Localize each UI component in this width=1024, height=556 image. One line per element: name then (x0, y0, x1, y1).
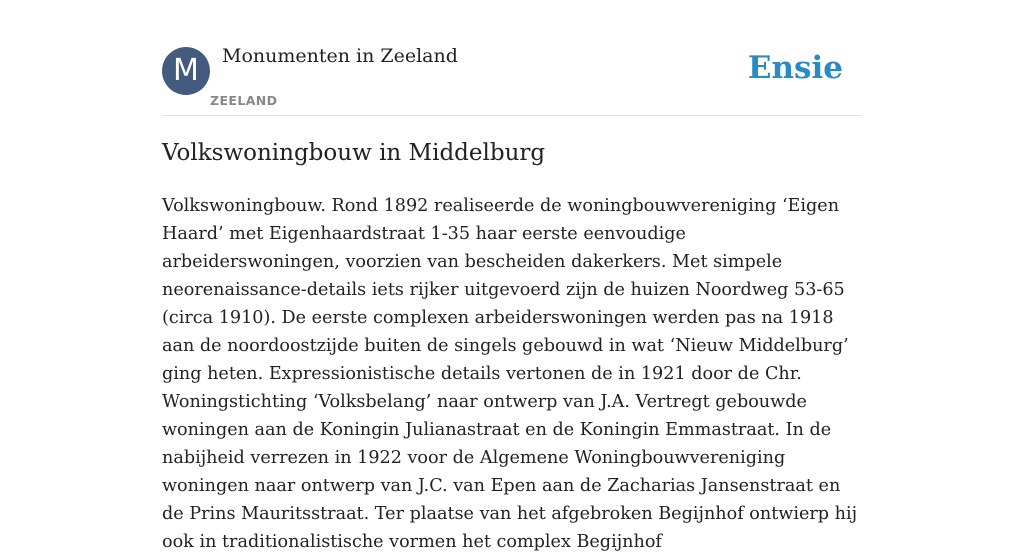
source-subtitle[interactable]: ZEELAND (210, 93, 278, 108)
source-title[interactable]: Monumenten in Zeeland (222, 45, 458, 67)
header (162, 0, 862, 116)
brand-logo[interactable]: Ensie (747, 50, 843, 86)
article-body: Volkswoningbouw. Rond 1892 realiseerde de woningbouwvereniging ‘Eigen Haard’ met Eigenhaardstraat 1-35 haar eerste eenvoudige arbeiderswoningen, voorzien van bescheiden dakerkers. Met simpele neorenaissance-details iets rijker uitgevoerd zijn de huizen Noordweg 53-65 (circa 1910). De eerste complexen arbeiderswoningen werden pas na 1918 aan de noordoostzijde buiten de singels gebouwd in wat ‘Nieuw Middelburg’ ging heten. Expressionistische details vertonen de in 1921 door de Chr. Woningstichting ‘Volksbelang’ naar ontwerp van J.A. Vertregt gebouwde woningen aan de Koningin Julianastraat en de Koningin Emmastraat. In de nabijheid verrezen in 1922 voor de Algemene Woningbouwvereniging woningen naar ontwerp van J.C. van Epen aan de Zacharias Jansenstraat en de Prins Mauritsstraat. Ter plaatse van het afgebroken Begijnhof ontwierp hij ook in traditionalistische vormen het complex Begijnhof (162, 196, 858, 552)
content-container (162, 0, 862, 552)
article-title: Volkswoningbouw in Middelburg (162, 140, 546, 166)
avatar[interactable]: M (162, 47, 210, 95)
